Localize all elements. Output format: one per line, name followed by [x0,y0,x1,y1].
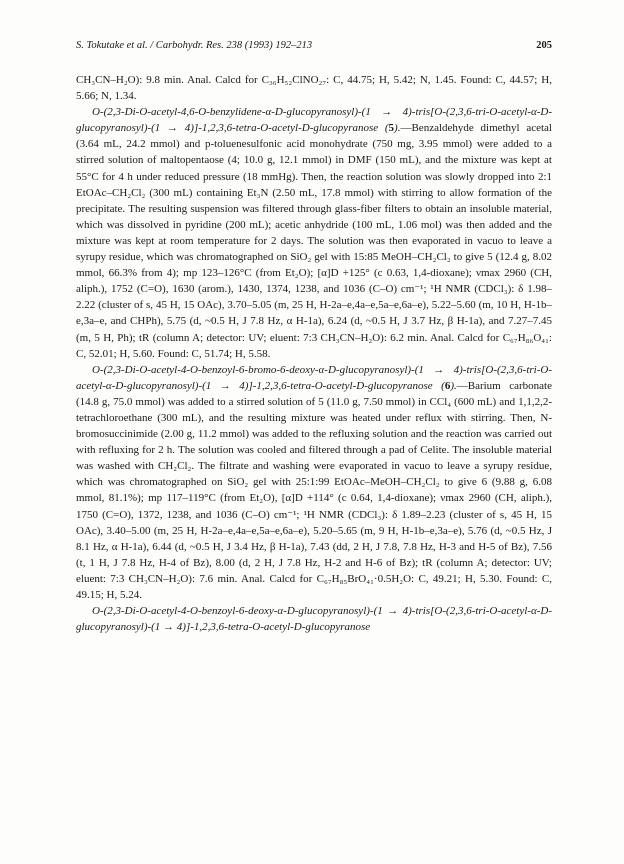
running-head-citation: S. Tokutake et al. / Carbohydr. Res. 238 (1993) 192–213 [76,40,313,51]
compound-6-procedure: —Barium carbonate (14.8 g, 75.0 mmol) was added to a stirred solution of 5 (11.0 g, 7.50 mmol) in CCl₄ (600 mL) and 1,1,2,2-tetrachloroethane (300 mL), and the resulting mixture was heated under reflux with stirring. Then, N-bromosuccinimide (2.00 g, 11.2 mmol) was added to the refluxing solution and the reaction was carried out with refluxing for 2 h. The solution was cooled and filtered through a pad of Celite. The insoluble material was washed with CH₂Cl₂. The filtrate and washing were evaporated in vacuo to leave a syrupy residue, which was chromatographed on SiO₂ gel with 25:1:99 EtOAc–MeOH–CH₂Cl₂ to give 6 (9.88 g, 6.08 mmol, 81.1%); mp 117–119°C (from Et₂O), [α]D +114° (c 0.64, 1,4-dioxane); νmax 2960 (CH, aliph.), 1750 (C=O), 1372, 1238, and 1036 (C–O) cm⁻¹; ¹H NMR (CDCl₃): δ 1.89–2.23 (cluster of s, 45 H, 15 OAc), 3.40–5.00 (m, 25 H, H-2a–e,4a–e,5a–e,6a–e), 5.20–5.65 (m, 9 H, H-1b–e,3a–e), 5.76 (d, ~0.5 Hz, J 8.1 Hz, α H-1a), 6.44 (d, ~0.5 H, J 3.4 Hz, β H-1a), 7.43 (dd, 2 H, J 7.8, 7.8 Hz, H-3 and H-5 of Bz), 7.56 (t, 1 H, J 7.8 Hz, H-4 of Bz), 8.00 (d, 2 H, J 7.8 Hz, H-2 and H-6 of Bz); tR (column A; detector: UV; eluent: 7:3 CH₃CN–H₂O): 7.6 min. Anal. Calcd for C₆₇H₈₅BrO₄₁·0.5H₂O: C, 49.21; H, 5.30. Found: C, 49.15; H, 5.24. [76,379,552,601]
next-compound-title: O-(2,3-Di-O-acetyl-4-O-benzoyl-6-deoxy-α-D-glucopyranosyl)-(1 → 4)-tris[O-(2,3,6-tri-O-acetyl-α-D-glucopyranosyl)-(1 → 4)]-1,2,3,6-tetra-O-acetyl-D-glucopyranose [76,605,552,634]
running-header [76,40,552,54]
compound-6-title: O-(2,3-Di-O-acetyl-4-O-benzoyl-6-bromo-6-deoxy-α-D-glucopyranosyl)-(1 → 4)-tris[O-(2,3,6-tri-O-acetyl-α-D-glucopyranosyl)-(1 → 4)]-1,2,3,6-tetra-O-acetyl-D-glucopyranose ( [76,363,552,392]
paragraph-compound-6 [76,362,552,603]
compound-6-number: 6 [444,379,451,392]
paragraph-next-compound [76,603,552,635]
page-number: 205 [536,40,552,51]
article-body [76,72,552,635]
compound-5-title-end: ). [394,122,401,135]
compound-6-title-end: ). [450,379,457,392]
paragraph-continued: CH₃CN–H₂O): 9.8 min. Anal. Calcd for C₃₆H₅₂ClNO₂₇: C, 44.75; H, 5.42; N, 1.45. Found: C, 44.57; H, 5.66; N, 1.34. [76,74,552,103]
compound-5-number: 5 [388,122,395,135]
compound-5-title: O-(2,3-Di-O-acetyl-4,6-O-benzylidene-α-D-glucopyranosyl)-(1 → 4)-tris[O-(2,3,6-tri-O-acetyl-α-D-glucopyranosyl)-(1 → 4)]-1,2,3,6-tetra-O-acetyl-D-glucopyranose ( [76,106,552,135]
compound-5-procedure: —Benzaldehyde dimethyl acetal (3.64 mL, 24.2 mmol) and p-toluenesulfonic acid monohydrate (750 mg, 3.95 mmol) were added to a stirred solution of maltopentaose (4; 10.0 g, 12.1 mmol) in DMF (150 mL), and the mixture was kept at 55°C for 4 h under reduced pressure (18 mmHg). Then, the reaction solution was slowly dropped into 2:1 EtOAc–CH₂Cl₂ (300 mL) containing Et₃N (2.50 mL, 17.8 mmol) with stirring to allow formation of the precipitate. The resulting suspension was filtered through glass-fiber filters to obtain an insoluble material, which was dissolved in pyridine (200 mL); acetic anhydride (100 mL, 1.06 mol) was then added and the mixture was kept at room temperature for 2 days. The solution was then evaporated in vacuo to leave a syrupy residue, which was chromatographed on SiO₂ gel with 15:85 MeOH–CH₂Cl₂ to give 5 (12.4 g, 8.02 mmol, 66.3% from 4); mp 123–126°C (from Et₂O); [α]D +125° (c 0.63, 1,4-dioxane); νmax 2960 (CH, aliph.), 1752 (C=O), 1630 (arom.), 1430, 1374, 1238, and 1036 (C–O) cm⁻¹; ¹H NMR (CDCl₃): δ 1.98–2.22 (cluster of s, 45 H, 15 OAc), 3.70–5.05 (m, 25 H, H-2a–e,4a–e,5a–e,6a–e), 5.22–5.60 (m, 10 H, H-1b–e,3a–e, and CHPh), 5.75 (d, ~0.5 H, J 7.8 Hz, α H-1a), 6.24 (d, ~0.5 H, J 3.7 Hz, β H-1a), and 7.27–7.45 (m, 5 H, Ph); tR (column A; detector: UV; eluent: 7:3 CH₃CN–H₂O): 6.2 min. Anal. Calcd for C₆₇H₈₆O₄₁: C, 52.01; H, 5.60. Found: C, 51.74; H, 5.58. [76,122,552,360]
paragraph-compound-5 [76,104,552,362]
